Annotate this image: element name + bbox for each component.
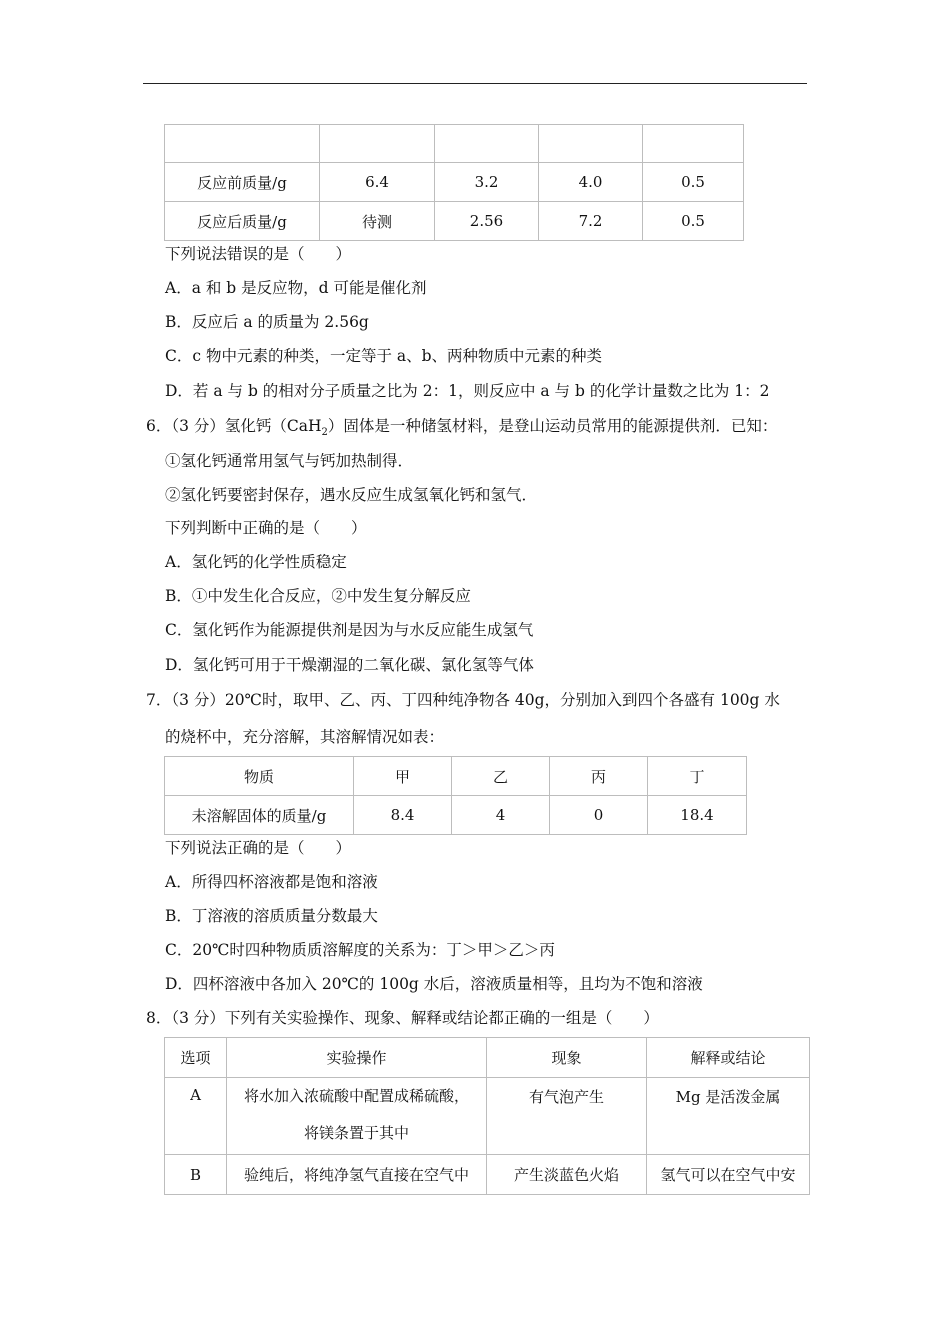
q7-title-line1: 7．（3 分）20℃时，取甲、乙、丙、丁四种纯净物各 40g，分别加入到四个各盛有 100g 水	[146, 691, 780, 709]
table-header-cell	[165, 125, 320, 163]
q6-fact-2: ②氢化钙要密封保存，遇水反应生成氢氧化钙和氢气．	[165, 486, 538, 504]
table-cell: 0.5	[643, 163, 744, 202]
table-header-cell: 丁	[648, 757, 747, 796]
table-row	[165, 202, 744, 241]
table-header-cell	[320, 125, 435, 163]
q5-option-d: D．若 a 与 b 的相对分子质量之比为 2：1，则反应中 a 与 b 的化学计量数之比为 1：2	[165, 382, 770, 400]
table-cell: 0	[550, 796, 648, 835]
table-header-cell: 甲	[354, 757, 452, 796]
table-cell: 2.56	[435, 202, 539, 241]
q7-option-a: A．所得四杯溶液都是饱和溶液	[165, 873, 378, 891]
table-header-cell: 物质	[165, 757, 354, 796]
table-cell: 3.2	[435, 163, 539, 202]
header-rule	[143, 83, 807, 84]
table-cell: 6.4	[320, 163, 435, 202]
q6-option-a: A．氢化钙的化学性质稳定	[165, 553, 347, 571]
table-header-cell: 解释或结论	[647, 1038, 810, 1078]
table-cell: 18.4	[648, 796, 747, 835]
table-header-cell: 现象	[487, 1038, 647, 1078]
q5-option-c: C．c 物中元素的种类，一定等于 a、b、两种物质中元素的种类	[165, 347, 603, 365]
operation-line: 将镁条置于其中	[303, 1124, 409, 1142]
table-cell: 反应后质量/g	[165, 202, 320, 241]
table-cell: 产生淡蓝色火焰	[487, 1155, 647, 1195]
table-cell: A	[165, 1078, 227, 1155]
table-row	[165, 757, 747, 796]
q7-option-b: B．丁溶液的溶质质量分数最大	[165, 907, 378, 925]
q6-stem: 下列判断中正确的是（ ）	[165, 519, 367, 537]
q6-title-subscript: 2	[321, 427, 328, 439]
operation-line: 将水加入浓硫酸中配置成稀硫酸，	[243, 1087, 469, 1105]
table-cell: 氢气可以在空气中安	[647, 1155, 810, 1195]
q6-title-prefix: 6．（3 分）氢化钙（CaH	[146, 417, 322, 435]
q5-option-a: A．a 和 b 是反应物，d 可能是催化剂	[165, 279, 427, 297]
table-row	[165, 1038, 810, 1078]
table-cell: 未溶解固体的质量/g	[165, 796, 354, 835]
table-cell: 4.0	[539, 163, 643, 202]
table-cell: 待测	[320, 202, 435, 241]
table-row	[165, 1155, 810, 1195]
table-cell: 反应前质量/g	[165, 163, 320, 202]
table-header-cell: 丙	[550, 757, 648, 796]
table-row	[165, 796, 747, 835]
table-header-cell: 选项	[165, 1038, 227, 1078]
q6-option-d: D．氢化钙可用于干燥潮湿的二氧化碳、氯化氢等气体	[165, 656, 534, 674]
table-cell: 0.5	[643, 202, 744, 241]
table-cell: B	[165, 1155, 227, 1195]
q7-option-c: C．20℃时四种物质质溶解度的关系为：丁＞甲＞乙＞丙	[165, 941, 555, 959]
q6-option-c: C．氢化钙作为能源提供剂是因为与水反应能生成氢气	[165, 621, 534, 639]
q6-option-b: B．①中发生化合反应，②中发生复分解反应	[165, 587, 471, 605]
table-header-cell	[643, 125, 744, 163]
table-cell: 验纯后，将纯净氢气直接在空气中	[227, 1155, 487, 1195]
experiment-table	[164, 1037, 810, 1195]
table-row	[165, 125, 744, 163]
q6-title-suffix: ）固体是一种储氢材料，是登山运动员常用的能源提供剂．已知：	[327, 417, 778, 435]
q8-title: 8．（3 分）下列有关实验操作、现象、解释或结论都正确的一组是（ ）	[146, 1009, 659, 1027]
table-cell: 有气泡产生	[487, 1078, 647, 1155]
mass-table	[164, 124, 744, 241]
table-row	[165, 163, 744, 202]
table-row	[165, 1078, 810, 1155]
q7-title-line2: 的烧杯中，充分溶解，其溶解情况如表：	[165, 728, 445, 746]
q6-title	[146, 416, 778, 439]
table-cell	[227, 1078, 487, 1155]
table-cell: 4	[452, 796, 550, 835]
q5-stem: 下列说法错误的是（ ）	[165, 245, 352, 263]
table-header-cell: 乙	[452, 757, 550, 796]
table-header-cell	[539, 125, 643, 163]
table-cell: 8.4	[354, 796, 452, 835]
solubility-table	[164, 756, 747, 835]
q6-fact-1: ①氢化钙通常用氢气与钙加热制得．	[165, 452, 414, 470]
q7-option-d: D．四杯溶液中各加入 20℃的 100g 水后，溶液质量相等，且均为不饱和溶液	[165, 975, 703, 993]
q5-option-b: B．反应后 a 的质量为 2.56g	[165, 313, 369, 331]
table-cell: 7.2	[539, 202, 643, 241]
table-header-cell: 实验操作	[227, 1038, 487, 1078]
table-cell: Mg 是活泼金属	[647, 1078, 810, 1155]
q7-stem: 下列说法正确的是（ ）	[165, 839, 352, 857]
table-header-cell	[435, 125, 539, 163]
